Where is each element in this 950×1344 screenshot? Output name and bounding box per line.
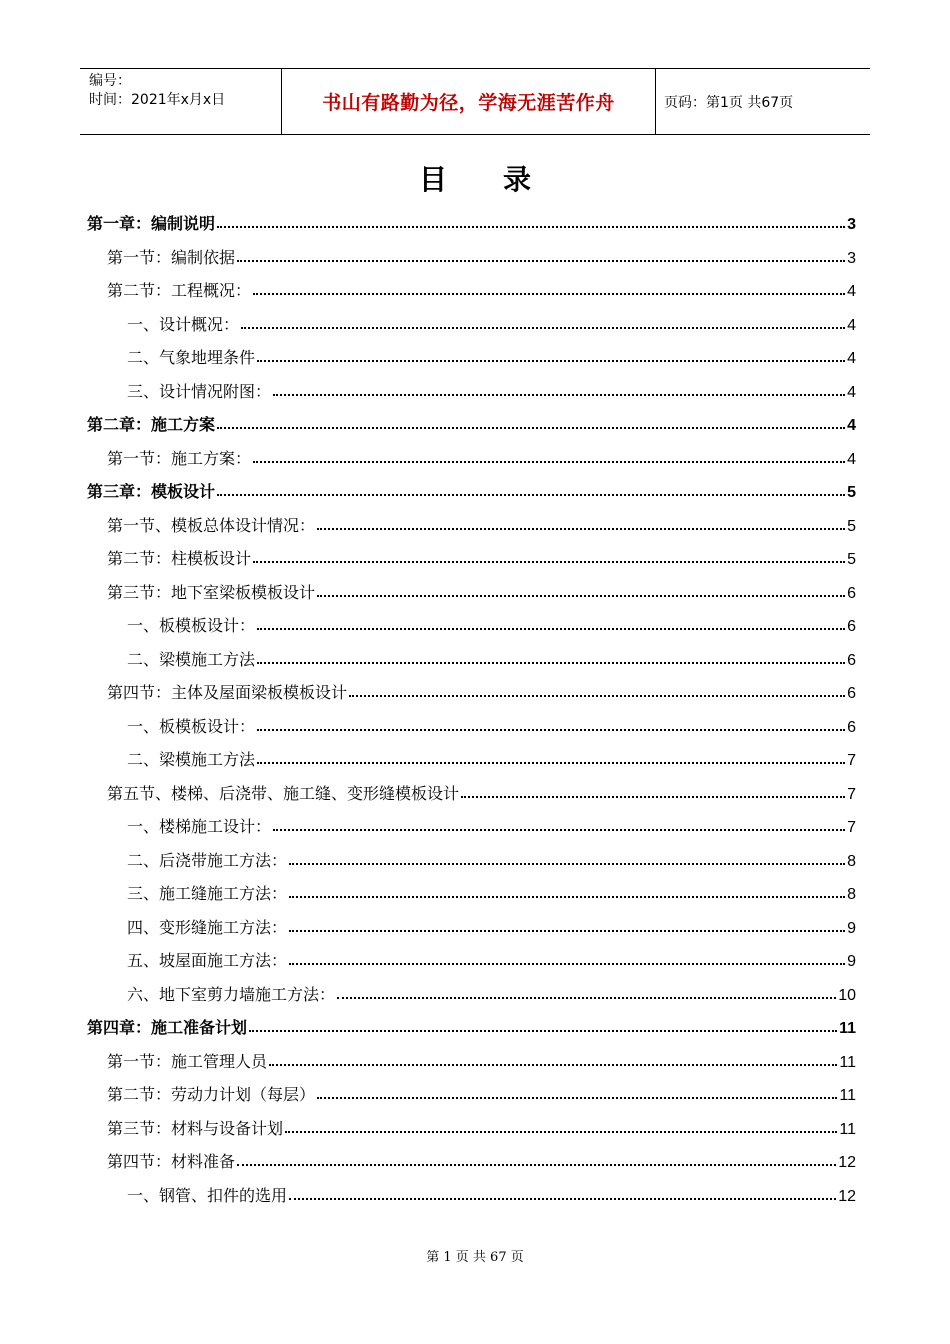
toc-entry-page: 9 — [847, 919, 856, 937]
toc-entry[interactable] — [127, 870, 856, 904]
toc-title: 目录 — [418, 163, 587, 196]
toc-entry-page: 7 — [847, 752, 856, 769]
toc-leader-dots — [269, 1063, 837, 1066]
toc-entry[interactable] — [127, 703, 856, 737]
toc-entry[interactable] — [127, 602, 856, 636]
toc-entry[interactable] — [107, 267, 856, 301]
toc-entry[interactable] — [107, 1138, 856, 1172]
toc-entry-title: 第二节：柱模板设计 — [107, 549, 252, 568]
header-motto: 书山有路勤为径，学海无涯苦作舟 — [282, 69, 656, 134]
toc-entry[interactable] — [127, 803, 856, 837]
toc-entry-page: 11 — [839, 1087, 856, 1104]
toc-entry[interactable] — [127, 1172, 856, 1206]
toc-entry[interactable] — [107, 502, 856, 536]
toc-entry-title: 第一节、模板总体设计情况： — [107, 515, 316, 535]
toc-leader-dots — [317, 527, 845, 530]
toc-entry-page: 5 — [847, 484, 856, 501]
toc-entry-title: 二、梁模施工方法 — [127, 750, 256, 769]
toc-entry-title: 第一节：施工方案： — [107, 448, 252, 468]
toc-entry-title: 二、梁模施工方法 — [127, 649, 256, 669]
toc-leader-dots — [285, 1130, 837, 1133]
toc-leader-dots — [289, 895, 845, 898]
toc-entry-title: 第三节：材料与设备计划 — [107, 1118, 284, 1138]
toc-leader-dots — [349, 694, 845, 697]
toc-leader-dots — [289, 1197, 836, 1200]
toc-leader-dots — [317, 1096, 837, 1099]
toc-entry-title: 第二节：劳动力计划（每层） — [107, 1085, 316, 1104]
toc-entry-page: 4 — [847, 316, 856, 334]
toc-entry-title: 第五节、楼梯、后浇带、施工缝、变形缝模板设计 — [107, 783, 460, 803]
toc-entry-page: 5 — [847, 551, 856, 568]
toc-entry[interactable] — [127, 837, 856, 871]
toc-leader-dots — [253, 460, 845, 463]
toc-entry[interactable] — [127, 904, 856, 938]
toc-entry[interactable] — [107, 1071, 856, 1105]
toc-entry-page: 8 — [847, 852, 856, 870]
toc-entry-title: 三、设计情况附图： — [127, 381, 272, 401]
toc-leader-dots — [273, 393, 845, 396]
toc-entry[interactable] — [107, 1105, 856, 1139]
toc-entry[interactable] — [87, 468, 856, 502]
toc-entry-title: 二、后浇带施工方法： — [127, 850, 288, 870]
toc-entry-page: 6 — [847, 618, 856, 635]
toc-leader-dots — [217, 493, 845, 496]
toc-entry[interactable] — [127, 736, 856, 770]
toc-leader-dots — [253, 560, 845, 563]
toc-entry-page: 4 — [847, 350, 856, 367]
toc-entry[interactable] — [127, 971, 856, 1005]
toc-entry-title: 五、坡屋面施工方法： — [127, 951, 288, 970]
page-footer: 第 1 页 共 67 页 — [426, 1250, 524, 1265]
toc-entry[interactable] — [107, 569, 856, 603]
toc-entry[interactable] — [107, 234, 856, 268]
toc-entry-title: 一、板模板设计： — [127, 616, 256, 635]
toc-entry-title: 第四章：施工准备计划 — [87, 1018, 248, 1037]
toc-leader-dots — [217, 225, 845, 228]
toc-entry-title: 四、变形缝施工方法： — [127, 917, 288, 937]
toc-entry-page: 9 — [847, 953, 856, 970]
toc-entry-title: 一、钢管、扣件的选用 — [127, 1185, 288, 1205]
toc-entry[interactable] — [87, 401, 856, 435]
toc-leader-dots — [237, 1163, 836, 1166]
toc-entry-page: 12 — [838, 1187, 856, 1205]
toc-entry-page: 11 — [839, 1020, 856, 1037]
toc-entry-page: 8 — [847, 886, 856, 903]
toc-entry[interactable] — [107, 1038, 856, 1072]
toc-entry-title: 六、地下室剪力墙施工方法： — [127, 984, 336, 1004]
toc-entry-title: 第三节：地下室梁板模板设计 — [107, 582, 316, 602]
toc-entry-page: 6 — [847, 584, 856, 602]
toc-entry[interactable] — [127, 937, 856, 971]
toc-entry-page: 6 — [847, 718, 856, 736]
toc-leader-dots — [289, 862, 845, 865]
toc-entry-page: 5 — [847, 517, 856, 535]
document-number: 编号： — [89, 73, 131, 89]
toc-entry-title: 第一节：编制依据 — [107, 247, 236, 267]
toc-entry-title: 第四节：主体及屋面梁板模板设计 — [107, 683, 348, 702]
toc-entry-title: 二、气象地埋条件 — [127, 348, 256, 367]
toc-entry-title: 三、施工缝施工方法： — [127, 884, 288, 903]
toc-entry-title: 第二章：施工方案 — [87, 415, 216, 434]
toc-entry[interactable] — [107, 770, 856, 804]
toc-entry[interactable] — [127, 301, 856, 335]
toc-entry-title: 一、楼梯施工设计： — [127, 817, 272, 836]
toc-leader-dots — [241, 326, 845, 329]
toc-entry-page: 4 — [847, 283, 856, 300]
toc-entry-page: 4 — [847, 450, 856, 468]
toc-entry-page: 6 — [847, 651, 856, 669]
header-meta — [80, 69, 282, 134]
toc-entry-title: 第四节：材料准备 — [107, 1152, 236, 1171]
toc-leader-dots — [289, 962, 845, 965]
document-header — [80, 68, 870, 135]
document-date: 时间：2021年x月x日 — [89, 92, 226, 108]
toc-entry[interactable] — [87, 200, 856, 234]
toc-entry-page: 6 — [847, 685, 856, 702]
toc-entry-title: 第一节：施工管理人员 — [107, 1051, 268, 1071]
toc-entry[interactable] — [87, 1004, 856, 1038]
toc-leader-dots — [237, 259, 845, 262]
toc-entry-page: 4 — [847, 383, 856, 401]
toc-entry[interactable] — [107, 435, 856, 469]
header-page-info: 页码：第1页 共67页 — [664, 94, 794, 111]
toc-leader-dots — [317, 594, 845, 597]
toc-entry-page: 11 — [839, 1053, 856, 1071]
toc-leader-dots — [257, 661, 845, 664]
toc-entry-title: 第三章：模板设计 — [87, 482, 216, 501]
toc-leader-dots — [253, 292, 845, 295]
toc-entry-page: 10 — [838, 986, 856, 1004]
toc-entry-page: 3 — [847, 249, 856, 267]
toc-leader-dots — [217, 426, 845, 429]
toc-entry[interactable] — [107, 669, 856, 703]
toc-leader-dots — [461, 795, 845, 798]
toc-leader-dots — [337, 996, 836, 999]
toc-entry[interactable] — [127, 368, 856, 402]
toc-leader-dots — [257, 728, 845, 731]
toc-entry-title: 一、设计概况： — [127, 314, 240, 334]
toc-entry-page: 3 — [847, 216, 856, 233]
toc-leader-dots — [249, 1029, 837, 1032]
toc-entry-page: 11 — [839, 1120, 856, 1138]
toc-leader-dots — [289, 929, 845, 932]
toc-entry-page: 4 — [847, 417, 856, 434]
toc-leader-dots — [257, 761, 845, 764]
toc-leader-dots — [257, 359, 845, 362]
toc-entry[interactable] — [107, 535, 856, 569]
toc-entry-page: 12 — [838, 1154, 856, 1171]
toc-entry-page: 7 — [847, 819, 856, 836]
toc-leader-dots — [257, 627, 845, 630]
toc-entry-title: 一、板模板设计： — [127, 716, 256, 736]
toc-entry-page: 7 — [847, 785, 856, 803]
toc-entry-title: 第一章：编制说明 — [87, 214, 216, 233]
toc-entry-title: 第二节：工程概况： — [107, 281, 252, 300]
toc-leader-dots — [273, 828, 845, 831]
toc-entry[interactable] — [127, 334, 856, 368]
toc-entry[interactable] — [127, 636, 856, 670]
